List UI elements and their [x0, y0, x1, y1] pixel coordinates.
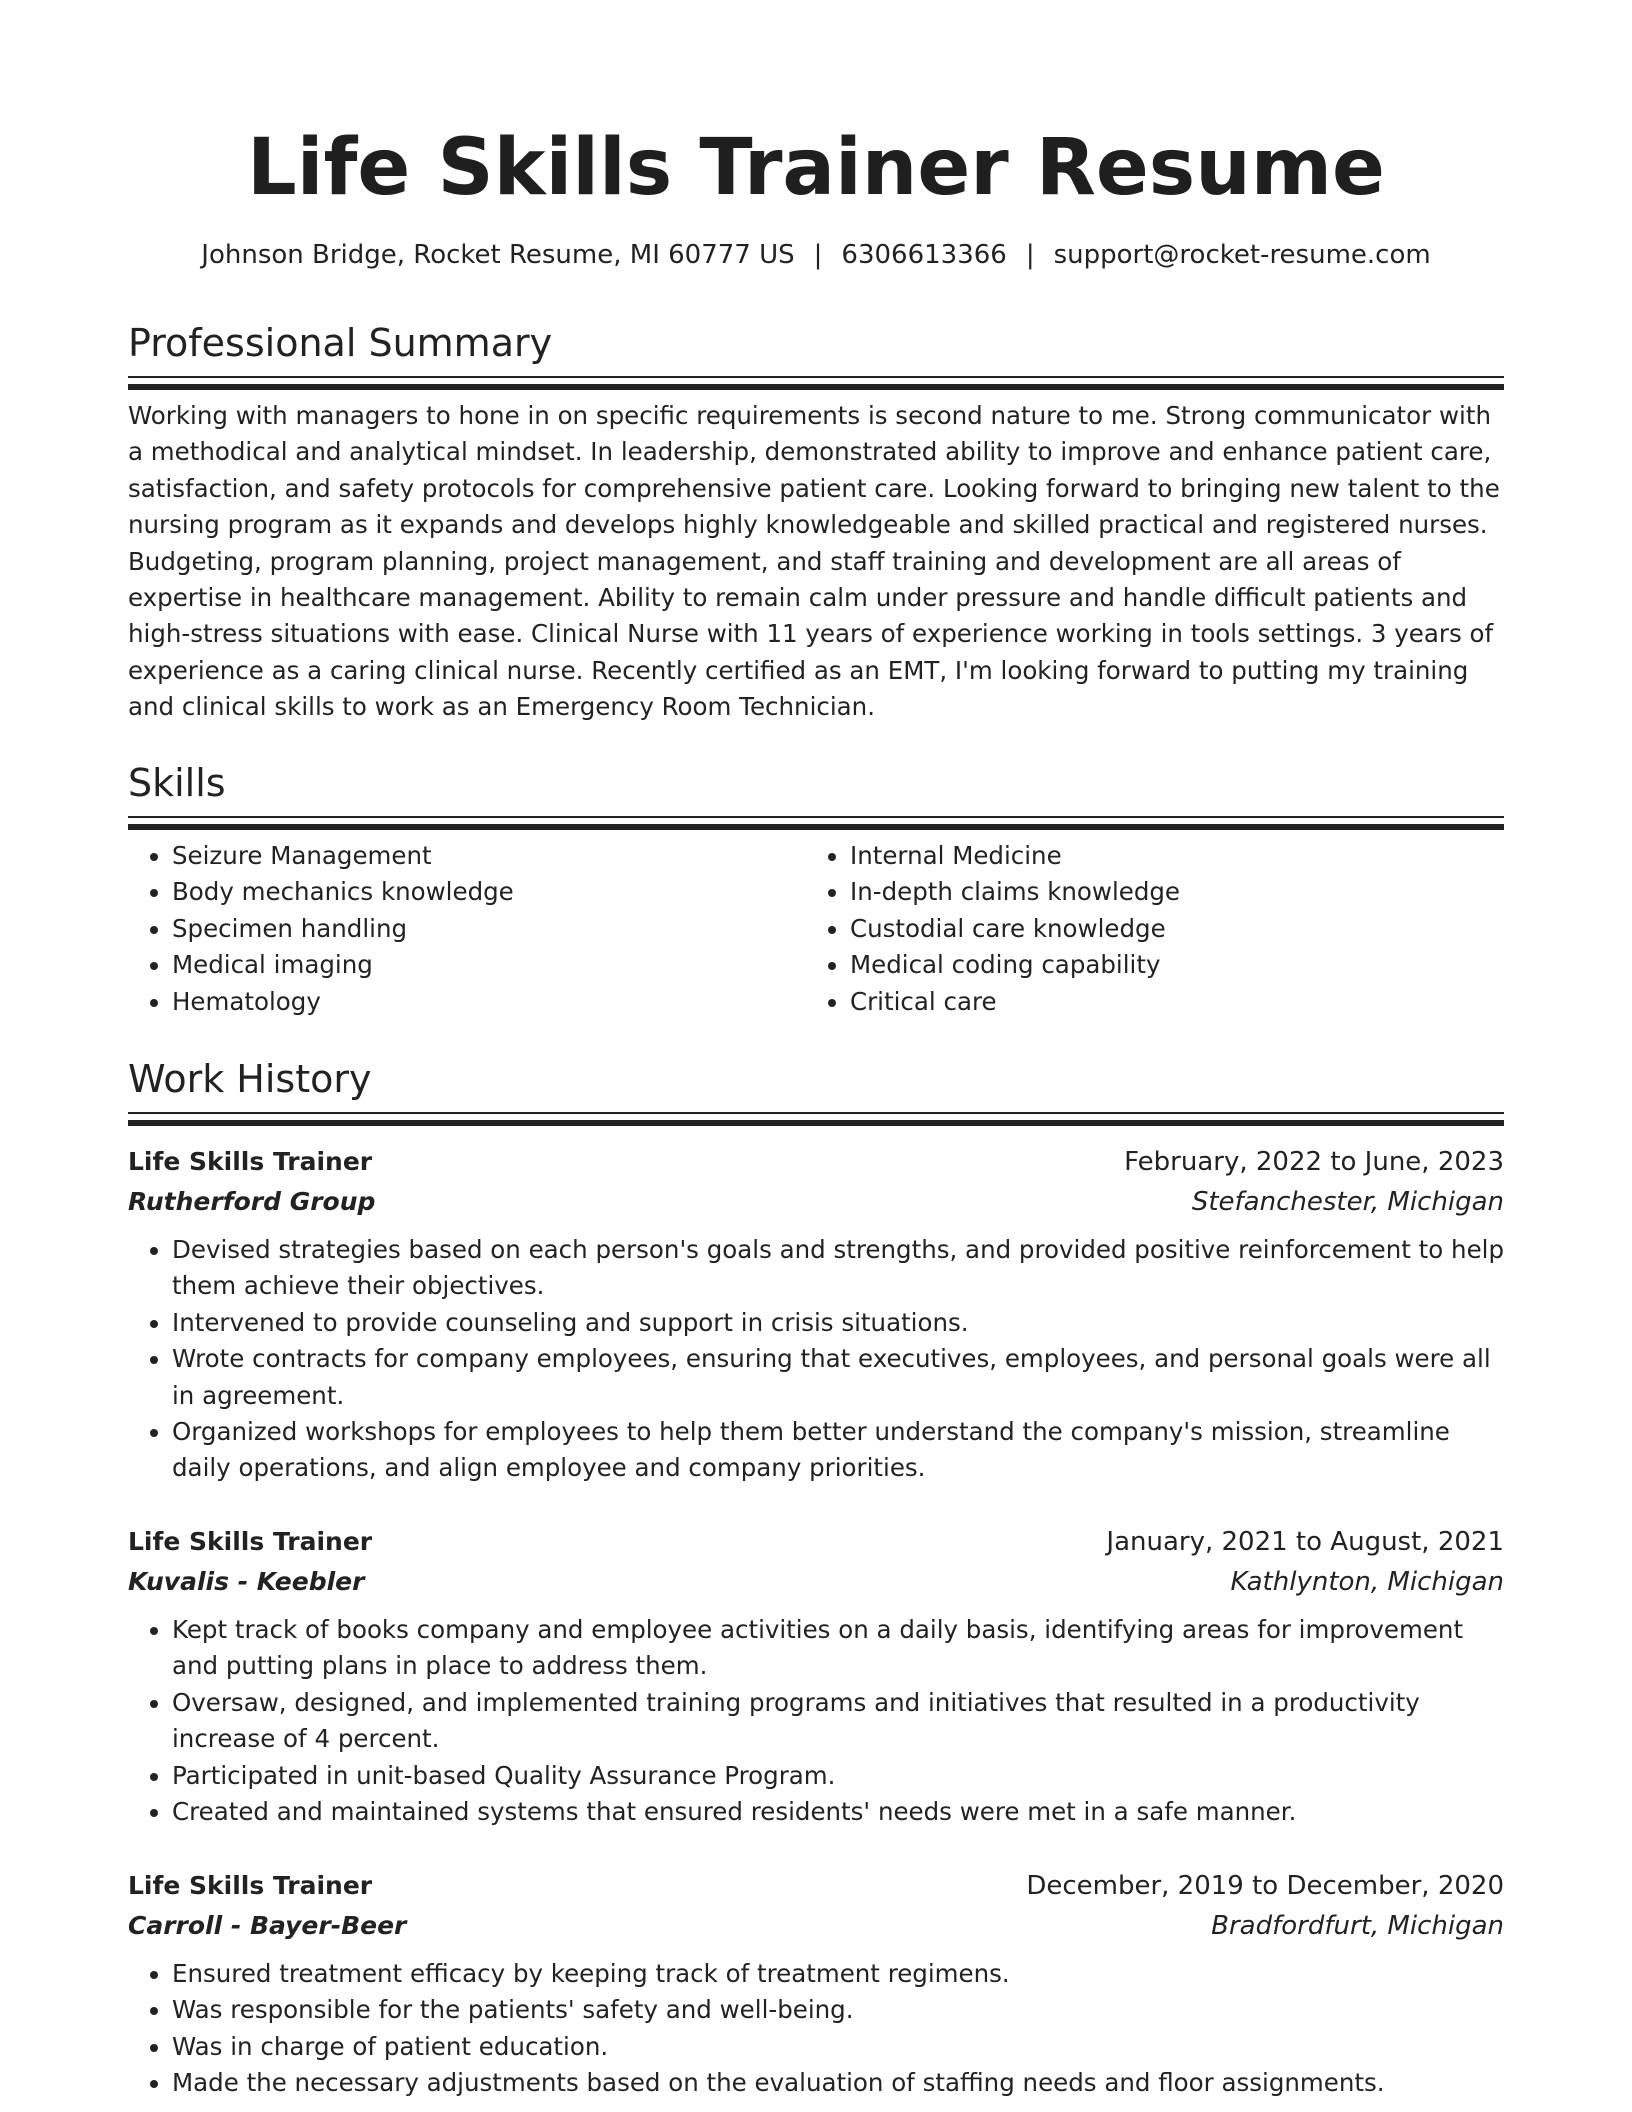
summary-text: Working with managers to hone in on specific requirements is second nature to me. Strong communicator with a methodical and analytical mindset. In leadership, demonstrated ability to improve and enhance patient care, satisfaction, and safety protocols for comprehensive patient care. Looking forward to bringing new talent to the nursing program as it expands and develops highly knowledgeable and skilled practical and registered nurses. Budgeting, program planning, project management, and staff training and development are all areas of expertise in healthcare management. Ability to remain calm under pressure and handle difficult patients and high-stress situations with ease. Clinical Nurse with 11 years of experience working in tools settings. 3 years of experience as a caring clinical nurse. Recently certified as an EMT, I'm looking forward to putting my training and clinical skills to work as an Emergency Room Technician.	[128, 401, 1500, 722]
summary-section	[128, 318, 1504, 726]
job-title: Life Skills Trainer	[128, 1871, 373, 1900]
job-bullet: • Wrote contracts for company employees, ensuring that executives, employees, and personal goals were all in agreement.	[172, 1341, 1504, 1414]
section-divider	[128, 816, 1504, 832]
skill-item: • Medical coding capability	[850, 947, 1484, 983]
contact-separator: |	[1025, 240, 1035, 270]
job-header-row	[128, 1142, 1504, 1182]
contact-line	[128, 236, 1504, 274]
skill-item: • Specimen handling	[172, 911, 806, 947]
section-divider	[128, 1112, 1504, 1128]
job-subheader-row	[128, 1562, 1504, 1602]
job-bullet: • Made the necessary adjustments based on the evaluation of staffing needs and floor assignments.	[172, 2065, 1504, 2101]
skill-item: • Medical imaging	[172, 947, 806, 983]
job-entry	[128, 1522, 1504, 1830]
job-entry	[128, 1142, 1504, 1487]
job-bullet: • Participated in unit-based Quality Assurance Program.	[172, 1758, 1504, 1794]
contact-address: Johnson Bridge, Rocket Resume, MI 60777 US	[201, 240, 795, 270]
job-bullet-list	[128, 1956, 1504, 2102]
contact-separator: |	[813, 240, 823, 270]
job-bullet: • Kept track of books company and employee activities on a daily basis, identifying areas for improvement and putting plans in place to address them.	[172, 1612, 1504, 1685]
job-location: Bradfordfurt, Michigan	[1211, 1911, 1504, 1941]
job-location: Stefanchester, Michigan	[1191, 1187, 1504, 1217]
job-bullet: • Intervened to provide counseling and support in crisis situations.	[172, 1305, 1504, 1341]
skill-item: • Hematology	[172, 984, 806, 1020]
job-title: Life Skills Trainer	[128, 1527, 373, 1556]
job-bullet: • Was responsible for the patients' safety and well-being.	[172, 1992, 1504, 2028]
job-location: Kathlynton, Michigan	[1230, 1567, 1504, 1597]
job-header-row	[128, 1866, 1504, 1906]
skills-section	[128, 758, 1504, 1020]
contact-phone: 6306613366	[841, 240, 1007, 270]
job-dates: December, 2019 to December, 2020	[1026, 1871, 1504, 1901]
summary-heading: Professional Summary	[128, 321, 553, 365]
job-bullet: • Created and maintained systems that ensured residents' needs were met in a safe manner.	[172, 1794, 1504, 1830]
job-bullet: • Was in charge of patient education.	[172, 2029, 1504, 2065]
job-dates: January, 2021 to August, 2021	[1106, 1527, 1504, 1557]
skills-heading: Skills	[128, 761, 226, 805]
job-bullet: • Organized workshops for employees to help them better understand the company's mission, streamline daily operations, and align employee and company priorities.	[172, 1414, 1504, 1487]
job-company: Carroll - Bayer-Beer	[128, 1911, 407, 1940]
job-company: Rutherford Group	[128, 1187, 376, 1216]
job-subheader-row	[128, 1906, 1504, 1946]
job-company: Kuvalis - Keebler	[128, 1567, 365, 1596]
job-header-row	[128, 1522, 1504, 1562]
section-divider	[128, 376, 1504, 392]
job-entry	[128, 1866, 1504, 2102]
skill-item: • Body mechanics knowledge	[172, 874, 806, 910]
skills-column-right	[806, 838, 1484, 1020]
skills-grid	[128, 838, 1504, 1020]
job-bullet: • Ensured treatment efficacy by keeping track of treatment regimens.	[172, 1956, 1504, 1992]
contact-email[interactable]: support@rocket-resume.com	[1053, 240, 1431, 270]
skill-item: • Internal Medicine	[850, 838, 1484, 874]
work-history-section	[128, 1054, 1504, 1128]
skills-column-left	[128, 838, 806, 1020]
job-bullet-list	[128, 1232, 1504, 1487]
job-title: Life Skills Trainer	[128, 1147, 373, 1176]
skill-item: • Custodial care knowledge	[850, 911, 1484, 947]
resume-title: Life Skills Trainer Resume	[247, 123, 1385, 213]
job-bullet: • Devised strategies based on each person's goals and strengths, and provided positive reinforcement to help them achieve their objectives.	[172, 1232, 1504, 1305]
job-dates: February, 2022 to June, 2023	[1124, 1147, 1504, 1177]
skill-item: • In-depth claims knowledge	[850, 874, 1484, 910]
job-subheader-row	[128, 1182, 1504, 1222]
job-bullet-list	[128, 1612, 1504, 1830]
job-bullet: • Oversaw, designed, and implemented training programs and initiatives that resulted in a productivity increase of 4 percent.	[172, 1685, 1504, 1758]
skill-item: • Seizure Management	[172, 838, 806, 874]
skill-item: • Critical care	[850, 984, 1484, 1020]
work-history-heading: Work History	[128, 1057, 372, 1101]
